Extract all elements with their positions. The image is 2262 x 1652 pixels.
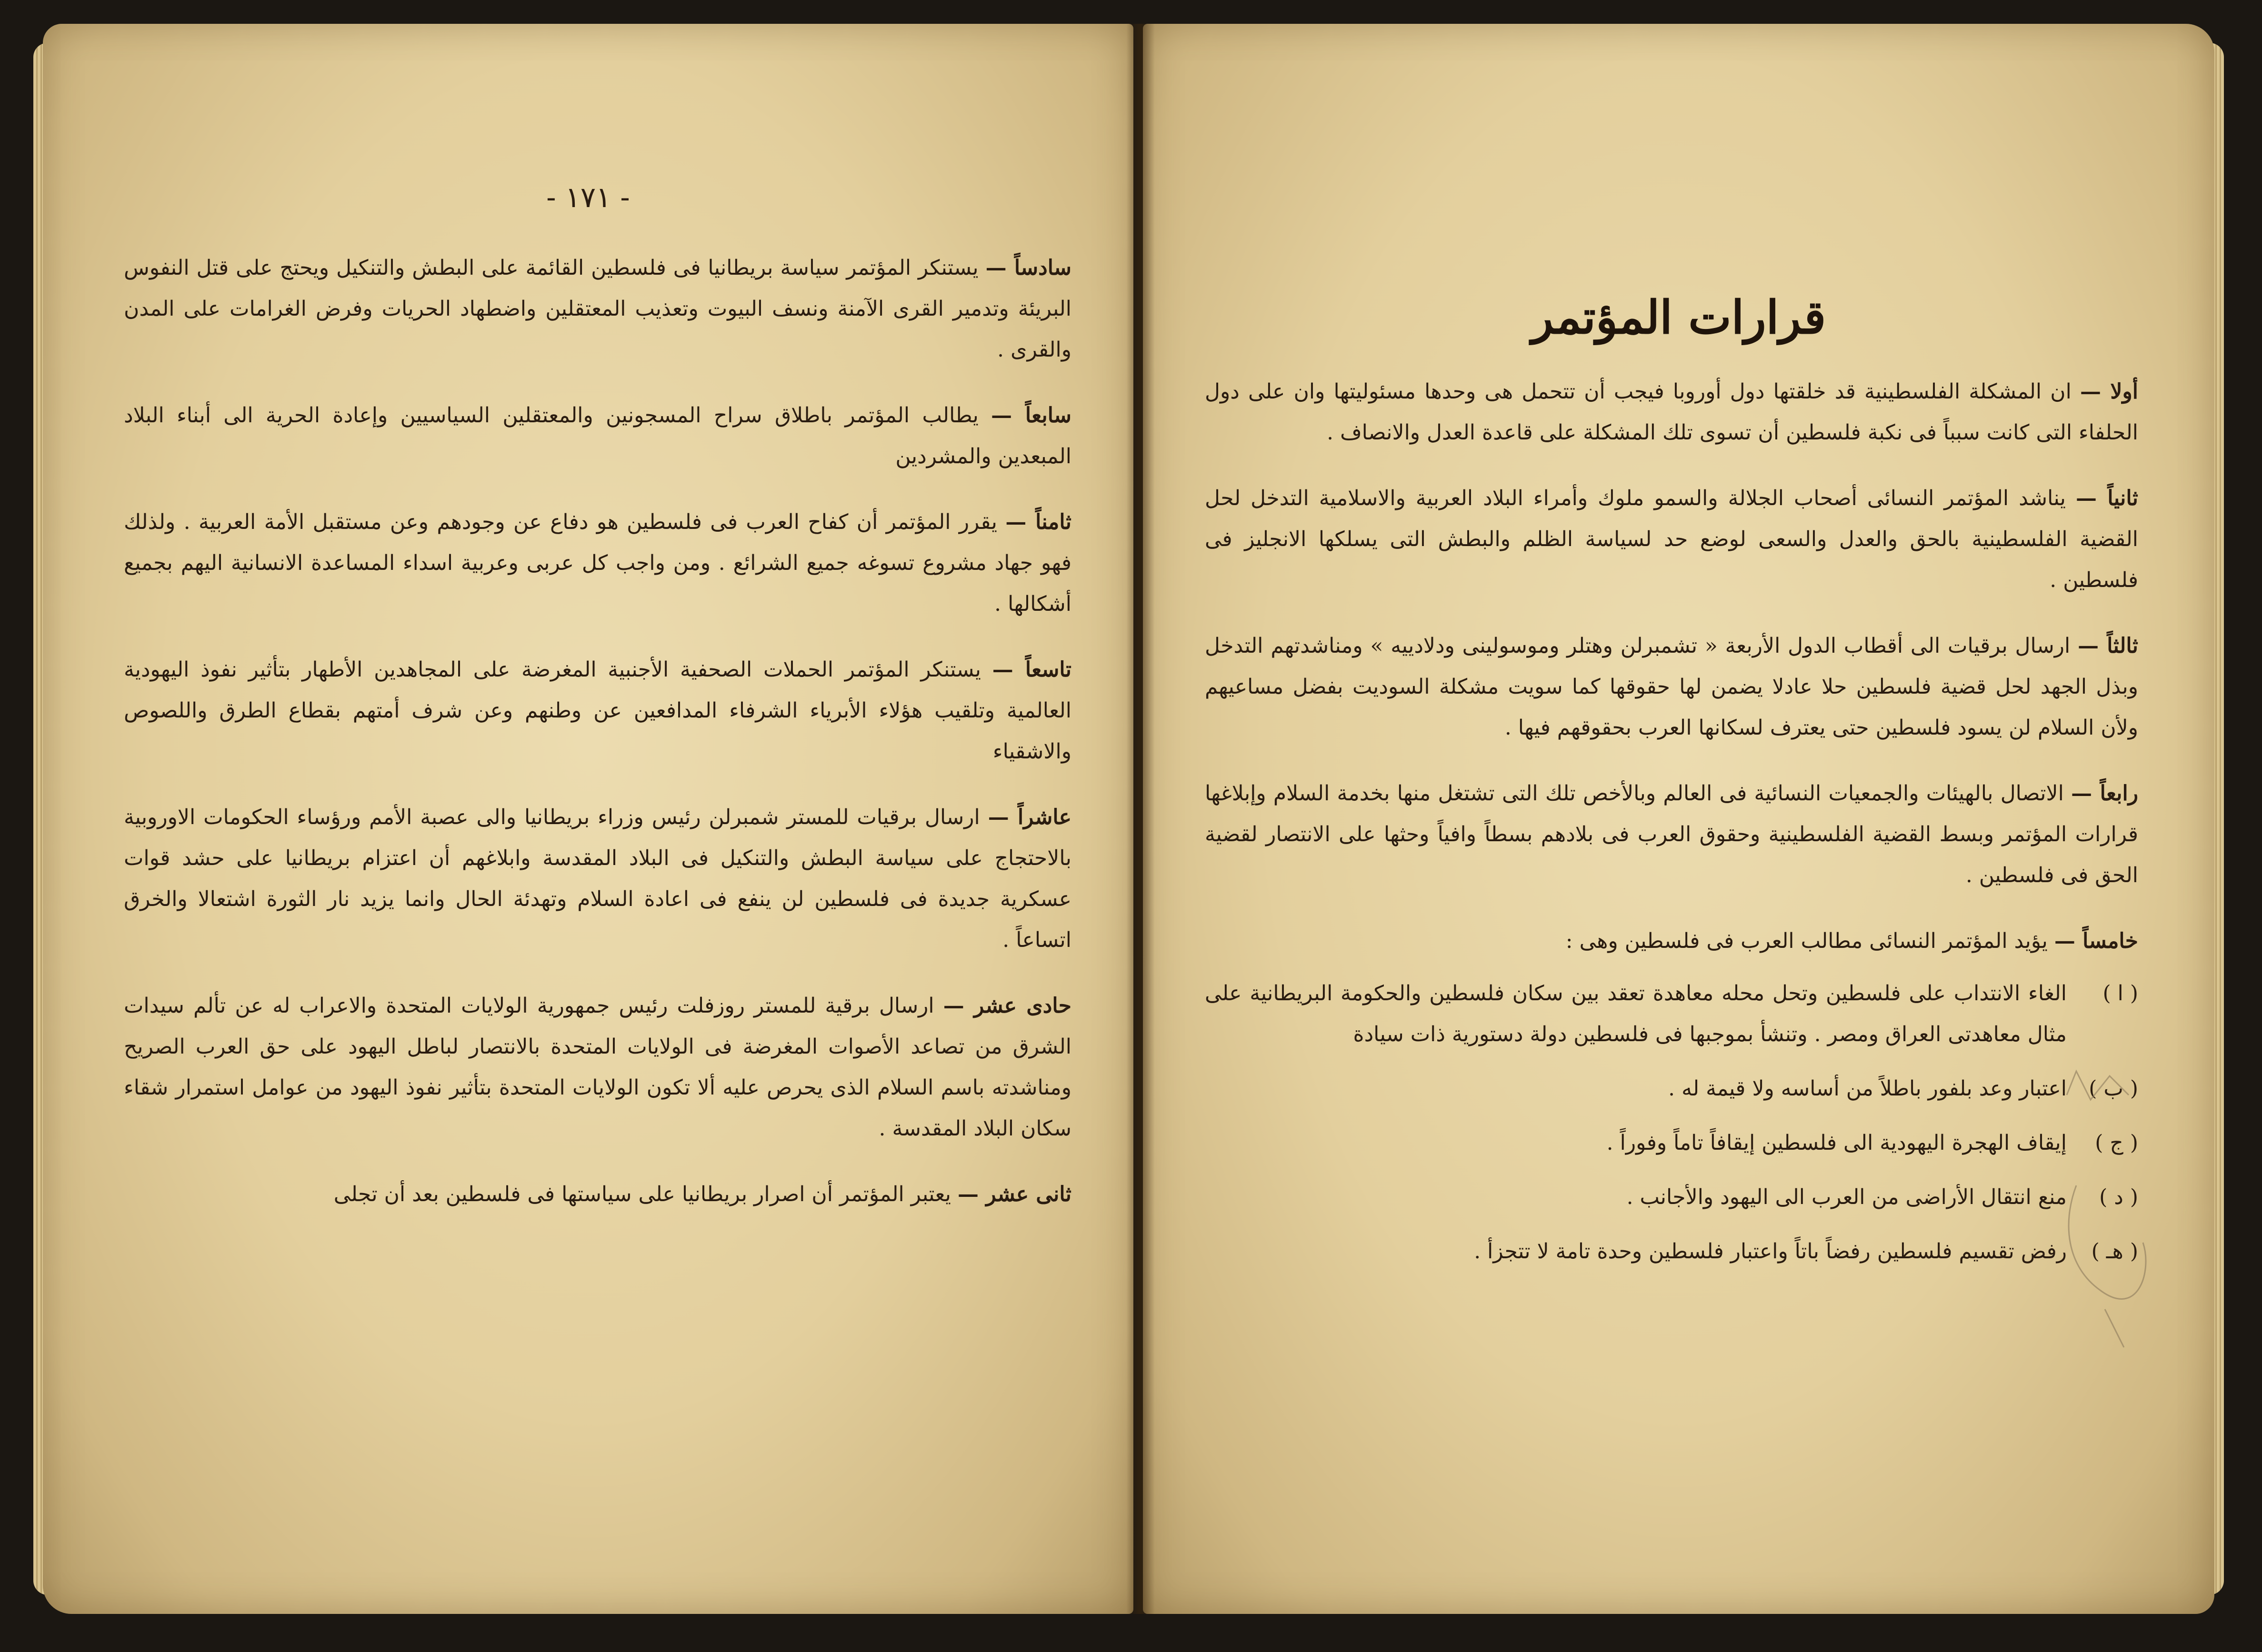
resolution-number: رابعاً — [2071,781,2138,806]
demand-marker: ( د ) [2099,1185,2138,1209]
demand-item [1205,1123,2138,1164]
demand-item [1205,1231,2138,1272]
resolution-text: يعتبر المؤتمر أن اصرار بريطانيا على سياستها فى فلسطين بعد أن تجلى [333,1182,958,1206]
demand-text: رفض تقسيم فلسطين رفضاً باتاً واعتبار فلسطين وحدة تامة لا تتجزأ . [1474,1239,2067,1264]
resolution-text: الاتصال بالهيئات والجمعيات النسائية فى العالم وبالأخص تلك التى تشتغل منها بخدمة السلام وإبلاغها قرارات المؤتمر وبسط القضية الفلسطينية وحقوق العرب فى بلادهم بسطاً وافياً وحثها على الانتصار لقضية الحق فى فلسطين . [1205,781,2138,887]
resolution-text: يطالب المؤتمر باطلاق سراح المسجونين والمعتقلين السياسيين وإعادة الحرية الى أبناء البلاد المبعدين والمشردين [124,403,1071,468]
resolution-paragraph [124,797,1071,961]
resolution-paragraph [1205,773,2138,896]
resolution-paragraph [1205,626,2138,748]
demand-text: الغاء الانتداب على فلسطين وتحل محله معاهدة تعقد بين سكان فلسطين والحكومة البريطانية على مثال معاهدتى العراق ومصر . وتنشأ بموجبها فى فلسطين دولة دستورية ذات سيادة [1205,981,2067,1046]
resolution-number: خامساً — [2054,929,2138,953]
right-page [1143,24,2214,1614]
resolution-text: ان المشكلة الفلسطينية قد خلقتها دول أوروبا فيجب أن تتحمل هى وحدها مسئوليتها وان على دول الحلفاء التى كانت سبباً فى نكبة فلسطين أن تسوى تلك المشكلة على قاعدة العدل والانصاف . [1205,379,2138,445]
resolution-number: ثانى عشر — [958,1182,1071,1206]
demand-item [1205,1068,2138,1109]
demand-item [1205,1177,2138,1218]
resolution-text: يستنكر المؤتمر سياسة بريطانيا فى فلسطين القائمة على البطش والتنكيل ويحتج على قتل النفوس البريئة وتدمير القرى الآمنة ونسف البيوت وتعذيب المعتقلين واضطهاد الحريات وفرض الغرامات على المدن والقرى . [124,256,1071,362]
resolution-number: عاشراً — [988,805,1071,829]
resolution-paragraph [124,395,1071,477]
demand-marker: ( ا ) [2102,981,2138,1005]
demand-marker: ( ج ) [2095,1131,2138,1155]
resolution-text: يناشد المؤتمر النسائى أصحاب الجلالة والسمو ملوك وأمراء البلاد العربية والاسلامية التدخل لحل القضية الفلسطينية بالحق والعدل والسعى لوضع حد لسياسة الظلم والبطش التى يسلكها الانجليز فى فلسطين . [1205,486,2139,592]
resolution-number: حادى عشر — [943,994,1072,1018]
resolution-number: تاسعاً — [992,657,1071,682]
left-page-text [124,248,1071,1240]
right-page-text [1205,371,2138,1285]
demand-item [1205,973,2138,1055]
resolution-number: ثانياً — [2076,486,2138,510]
left-page [43,24,1133,1614]
pencil-marks [2048,1043,2191,1376]
resolution-number: سابعاً — [991,403,1071,428]
resolution-paragraph [124,985,1071,1149]
resolution-number: سادساً — [985,256,1071,280]
demand-text: اعتبار وعد بلفور باطلاً من أساسه ولا قيمة له . [1668,1076,2067,1101]
resolution-paragraph [1205,921,2138,962]
resolution-paragraph [124,1174,1071,1215]
resolution-text: يستنكر المؤتمر الحملات الصحفية الأجنبية المغرضة على المجاهدين الأطهار بتأثير نفوذ اليهودية العالمية وتلقيب هؤلاء الأبرياء الشرفاء المدافعين عن وطنهم وعن شرف أمتهم بقطاع الطرق واللصوص والاشقياء [124,657,1071,764]
resolution-paragraph [1205,371,2138,453]
resolution-paragraph [1205,478,2138,601]
resolution-number: ثالثاً — [2078,634,2138,658]
resolution-paragraph [124,502,1071,625]
book-gutter [1126,24,1155,1614]
resolution-text: ارسال برقيات للمستر شمبرلن رئيس وزراء بريطانيا والى عصبة الأمم ورؤساء الحكومات الاوروبية بالاحتجاج على سياسة البطش والتنكيل فى البلاد المقدسة وابلاغهم أن اعتزام بريطانيا على حشد قوات عسكرية جديدة فى فلسطين لن ينفع فى اعادة السلام وتهدئة الحال وانما يزيد نار الثورة اشتعالا والخرق اتساعاً . [124,805,1072,952]
demand-text: إيقاف الهجرة اليهودية الى فلسطين إيقافاً تاماً وفوراً . [1606,1131,2067,1155]
resolution-number: أولا — [2080,379,2139,404]
demand-marker: ( هـ ) [2091,1239,2138,1264]
resolution-text: يؤيد المؤتمر النسائى مطالب العرب فى فلسطين وهى : [1565,929,2054,953]
resolution-text: ارسال برقية للمستر روزفلت رئيس جمهورية الولايات المتحدة والاعراب له عن تألم سيدات الشرق من تصاعد الأصوات المغرضة فى الولايات المتحدة بالانتصار لباطل اليهود على حق العرب الصريح ومناشدته باسم السلام الذى يحرص عليه ألا تكون الولايات المتحدة بتأثير نفوذ اليهود من عوامل استمرار شقاء سكان البلاد المقدسة . [124,994,1071,1141]
resolution-text: يقرر المؤتمر أن كفاح العرب فى فلسطين هو دفاع عن وجودهم وعن مستقبل الأمة العربية . ولذلك فهو جهاد مشروع تسوغه جميع الشرائع . ومن واجب كل عربى وعربية اسداء المساعدة الانسانية اليهم بجميع أشكالها . [124,510,1071,616]
demand-text: منع انتقال الأراضى من العرب الى اليهود والأجانب . [1626,1185,2067,1209]
page-number: - ١٧١ - [546,181,630,214]
resolution-paragraph [124,649,1071,772]
resolution-number: ثامناً — [1005,510,1071,534]
resolution-paragraph [124,248,1071,370]
demand-marker: ( ب ) [2089,1076,2138,1101]
open-book [33,24,2224,1628]
page-heading: قرارات المؤتمر [1531,290,1826,344]
resolution-text: ارسال برقيات الى أقطاب الدول الأربعة « تشمبرلن وهتلر وموسولينى ودلادييه » ومناشدتهم التدخل وبذل الجهد لحل قضية فلسطين حلا عادلا يضمن لها حقوقها كما سويت مشكلة السوديت بفضل مساعيهم ولأن السلام لن يسود فلسطين حتى يعترف لسكانها العرب بحقوقهم فيها . [1205,634,2138,740]
